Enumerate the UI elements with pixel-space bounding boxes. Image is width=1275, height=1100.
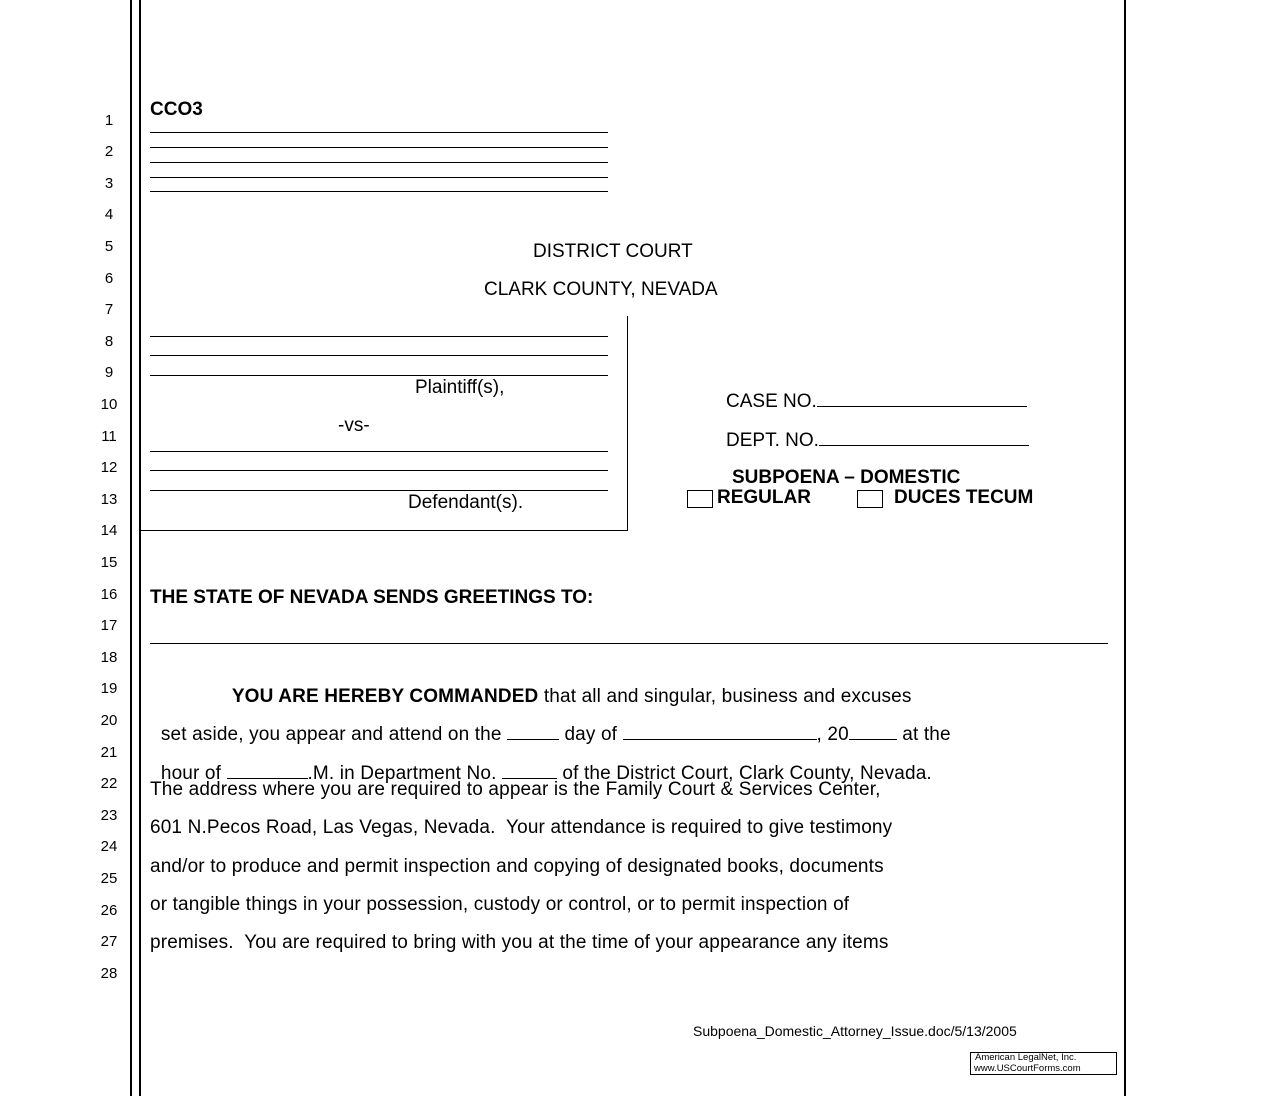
defendant-line[interactable] [150, 470, 608, 471]
line-number: 15 [100, 554, 118, 571]
publisher-box [970, 1052, 1117, 1075]
line-number: 26 [100, 902, 118, 919]
line-number: 2 [104, 143, 114, 160]
body-text: set aside, you appear and attend on the [160, 724, 508, 745]
line-number: 24 [100, 838, 118, 855]
line-number: 25 [100, 870, 118, 887]
line-number: 16 [100, 586, 118, 603]
hour-blank[interactable] [227, 763, 308, 779]
form-code: CCO3 [150, 99, 203, 120]
body-text: day of [559, 724, 623, 745]
department-no-blank[interactable] [502, 763, 557, 779]
line-number: 28 [100, 965, 118, 982]
plaintiff-label: Plaintiff(s), [415, 377, 505, 398]
line-number: 11 [101, 428, 117, 445]
line-number: 1 [104, 112, 114, 129]
plaintiff-line[interactable] [150, 336, 608, 337]
caption-box-bottom-rule [140, 530, 628, 531]
body-line-4: The address where you are required to appear is the Family Court & Services Center, [150, 779, 881, 800]
body-text: of the District Court, Clark County, Nevada. [556, 763, 932, 784]
duces-tecum-label: DUCES TECUM [894, 487, 1034, 508]
body-text: that all and singular, business and excuses [538, 686, 912, 707]
line-number: 14 [100, 522, 118, 539]
line-number: 18 [100, 649, 118, 666]
defendant-label: Defendant(s). [408, 492, 524, 513]
attorney-info-line[interactable] [150, 132, 608, 133]
body-line-7: or tangible things in your possession, custody or control, or to permit inspection of [150, 894, 850, 915]
body-text: at the [896, 724, 951, 745]
regular-label: REGULAR [717, 487, 811, 508]
caption-box-vertical-rule [627, 316, 628, 530]
duces-tecum-checkbox[interactable] [857, 490, 883, 508]
body-line-6: and/or to produce and permit inspection and copying of designated books, documents [150, 856, 884, 877]
dept-no-field [726, 430, 1029, 452]
line-number: 17 [100, 617, 118, 634]
greeting-heading: THE STATE OF NEVADA SENDS GREETINGS TO: [150, 587, 594, 608]
line-number: 8 [104, 333, 114, 350]
attorney-info-line[interactable] [150, 147, 608, 148]
defendant-line[interactable] [150, 451, 608, 452]
body-text: hour of [160, 763, 227, 784]
line-number: 9 [104, 364, 114, 381]
line-number: 21 [100, 744, 118, 761]
recipient-name-line[interactable] [150, 643, 1108, 644]
line-number: 12 [100, 459, 118, 476]
attorney-info-line[interactable] [150, 162, 608, 163]
line-number: 7 [104, 301, 114, 318]
dept-no-label: DEPT. NO. [726, 430, 819, 451]
defendant-line[interactable] [150, 490, 608, 491]
body-line-8: premises. You are required to bring with you at the time of your appearance any items [150, 932, 889, 953]
left-margin-rule-outer [130, 0, 132, 1096]
line-number: 20 [100, 712, 118, 729]
right-margin-rule [1124, 0, 1126, 1096]
plaintiff-line[interactable] [150, 355, 608, 356]
appear-year-blank[interactable] [849, 724, 897, 740]
court-county: CLARK COUNTY, NEVADA [484, 279, 718, 300]
line-number: 3 [104, 175, 114, 192]
line-number: 23 [100, 807, 118, 824]
body-line-5: 601 N.Pecos Road, Las Vegas, Nevada. Your attendance is required to give testimony [150, 817, 893, 838]
attorney-info-line[interactable] [150, 177, 608, 178]
court-name: DISTRICT COURT [533, 241, 693, 262]
line-number: 22 [100, 775, 118, 792]
line-number: 6 [104, 270, 114, 287]
appear-day-blank[interactable] [507, 724, 559, 740]
line-number: 27 [100, 933, 118, 950]
body-text: , 20 [816, 724, 849, 745]
plaintiff-line[interactable] [150, 375, 608, 376]
line-number: 10 [100, 396, 118, 413]
left-margin-rule-inner [139, 0, 141, 1096]
case-no-input[interactable] [817, 391, 1027, 407]
line-number: 4 [104, 206, 114, 223]
attorney-info-line[interactable] [150, 191, 608, 192]
regular-checkbox[interactable] [687, 490, 713, 508]
line-number: 19 [100, 680, 118, 697]
subpoena-title: SUBPOENA – DOMESTIC [732, 467, 961, 488]
command-text: YOU ARE HEREBY COMMANDED [231, 686, 539, 707]
case-no-field [726, 391, 1027, 413]
body-line-2 [150, 702, 951, 746]
appear-month-blank[interactable] [623, 724, 817, 740]
case-no-label: CASE NO. [726, 391, 817, 412]
vs-label: -vs- [338, 415, 370, 436]
line-number: 13 [100, 491, 118, 508]
footer-filename: Subpoena_Domestic_Attorney_Issue.doc/5/13/2005 [693, 1023, 1017, 1039]
dept-no-input[interactable] [819, 430, 1029, 446]
publisher-name: American LegalNet, Inc. [975, 1052, 1077, 1063]
line-number: 5 [104, 238, 114, 255]
publisher-url: www.USCourtForms.com [974, 1062, 1081, 1074]
body-text: .M. in Department No. [307, 763, 502, 784]
